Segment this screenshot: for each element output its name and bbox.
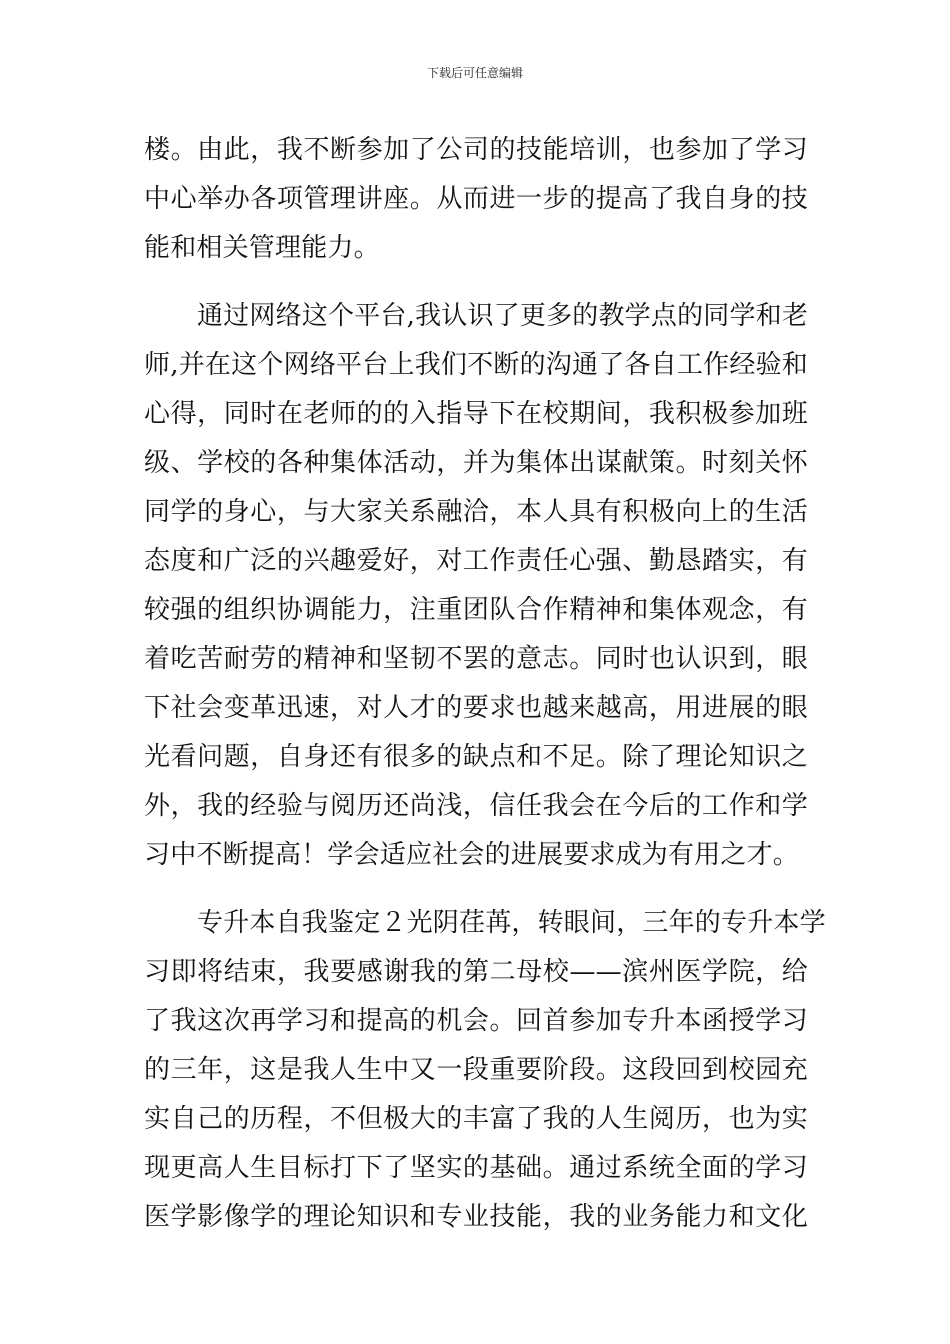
text-line: 了我这次再学习和提高的机会。回首参加专升本函授学习 xyxy=(144,1006,808,1036)
text-line: 下社会变革迅速，对人才的要求也越来越高，用进展的眼 xyxy=(144,693,808,723)
text-line: 现更高人生目标打下了坚实的基础。通过系统全面的学习 xyxy=(144,1153,808,1183)
text-line: 实自己的历程，不但极大的丰富了我的人生阅历，也为实 xyxy=(144,1104,808,1134)
text-line: 较强的组织协调能力，注重团队合作精神和集体观念，有 xyxy=(144,595,808,625)
text-line: 通过网络这个平台,我认识了更多的教学点的同学和老 xyxy=(197,301,809,331)
text-line: 中心举办各项管理讲座。从而进一步的提高了我自身的技 xyxy=(144,184,808,214)
text-line: 习中不断提高！学会适应社会的进展要求成为有用之才。 xyxy=(144,840,800,870)
text-line: 同学的身心，与大家关系融洽，本人具有积极向上的生活 xyxy=(144,497,808,527)
text-line: 着吃苦耐劳的精神和坚韧不罢的意志。同时也认识到，眼 xyxy=(144,644,808,674)
text-line: 医学影像学的理论知识和专业技能，我的业务能力和文化 xyxy=(144,1202,808,1232)
text-line: 级、学校的各种集体活动，并为集体出谋献策。时刻关怀 xyxy=(144,448,808,478)
text-line: 习即将结束，我要感谢我的第二母校——滨州医学院，给 xyxy=(144,957,808,987)
text-line: 能和相关管理能力。 xyxy=(144,233,380,263)
text-line: 光看问题，自身还有很多的缺点和不足。除了理论知识之 xyxy=(144,742,808,772)
text-line: 的三年，这是我人生中又一段重要阶段。这段回到校园充 xyxy=(144,1055,808,1085)
paragraph xyxy=(144,899,826,1242)
text-line: 心得，同时在老师的的入指导下在校期间，我积极参加班 xyxy=(144,399,808,429)
text-line: 楼。由此，我不断参加了公司的技能培训，也参加了学习 xyxy=(144,135,808,165)
text-line: 专升本自我鉴定２光阴荏苒，转眼间，三年的专升本学 xyxy=(197,908,826,938)
body-text xyxy=(144,126,826,1242)
paragraph xyxy=(144,292,808,880)
text-line: 态度和广泛的兴趣爱好，对工作责任心强、勤恳踏实，有 xyxy=(144,546,808,576)
text-line: 师,并在这个网络平台上我们不断的沟通了各自工作经验和 xyxy=(144,350,808,380)
page-header: 下载后可任意编辑 xyxy=(426,66,523,80)
text-line: 外，我的经验与阅历还尚浅，信任我会在今后的工作和学 xyxy=(144,791,808,821)
paragraph xyxy=(144,126,808,273)
